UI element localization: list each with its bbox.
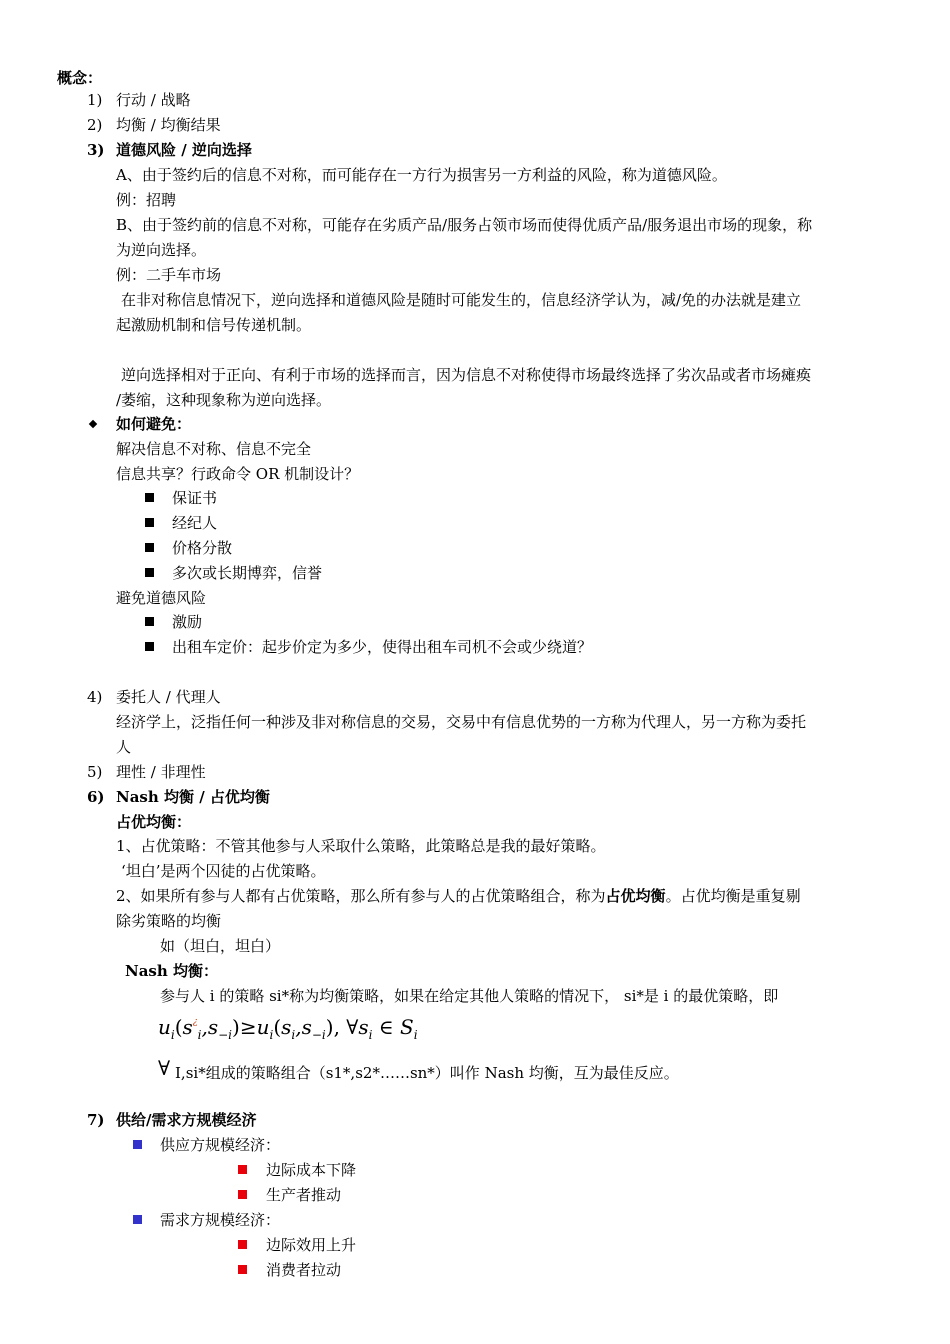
square-bullet-icon [238,1165,247,1174]
paragraph-line: B、由于签约前的信息不对称，可能存在劣质产品/服务占领市场而使得优质产品/服务退出市场的现象，称 [116,216,813,234]
paragraph-line: 例：二手车市场 [116,266,222,284]
square-bullet-icon [145,568,154,577]
paragraph-line: 解决信息不对称、信息不完全 [116,440,312,458]
square-bullet-icon [145,543,154,552]
subsection-title: 如何避免： [116,415,192,433]
item-number: 3) [87,141,105,159]
item-title: Nash 均衡 / 占优均衡 [116,788,270,806]
square-bullet-icon [145,617,154,626]
item-title: 理性 / 非理性 [116,763,206,781]
list-item: 出租车定价：起步价定为多少，使得出租车司机不会或少绕道？ [172,638,593,656]
paragraph-line: 参与人 i 的策略 si*称为均衡策略，如果在给定其他人策略的情况下， si*是 i 的最优策略，即 [160,987,779,1005]
square-bullet-icon [238,1190,247,1199]
paragraph-line: 除劣策略的均衡 [116,912,222,930]
paragraph-line: I,si*组成的策略组合（s1*,s2*……sn*）叫作 Nash 均衡，互为最佳反应。 [175,1064,679,1082]
diamond-bullet-icon [89,420,97,428]
paragraph-line: 经济学上，泛指任何一种涉及非对称信息的交易，交易中有信息优势的一方称为代理人，另一方称为委托 [116,713,807,731]
paragraph-line: 人 [116,738,132,756]
list-item: 消费者拉动 [266,1261,342,1279]
subsection-title: 避免道德风险 [116,589,207,607]
text-run: 。占优均衡是重复剔 [665,887,801,905]
paragraph-line: 为逆向选择。 [116,241,207,259]
paragraph-line: 1、占优策略：不管其他参与人采取什么策略，此策略总是我的最好策略。 [116,837,606,855]
list-item: 边际成本下降 [266,1161,357,1179]
list-item: 保证书 [172,489,218,507]
item-title: 均衡 / 均衡结果 [116,116,221,134]
forall-symbol: ∀ [158,1056,171,1080]
nash-formula: $u_i(s^¿_i,s_{-i})\ge u_i(s_i,s_{-i})$, $\forall s_i$ ∈ $S_i$ [158,1015,418,1042]
item-title: 道德风险 / 逆向选择 [116,141,252,159]
subsection-title: 供应方规模经济： [160,1136,281,1154]
subsection-title: Nash 均衡： [125,962,219,980]
list-item: 多次或长期博弈，信誉 [172,564,323,582]
paragraph-line: /萎缩，这种现象称为逆向选择。 [116,391,332,409]
item-number: 7) [87,1111,105,1129]
text-run: 2、如果所有参与人都有占优策略，那么所有参与人的占优策略组合，称为 [116,887,606,905]
square-bullet-icon [238,1240,247,1249]
list-item: 经纪人 [172,514,218,532]
paragraph-line: A、由于签约后的信息不对称，而可能存在一方行为损害另一方利益的风险，称为道德风险。 [116,166,727,184]
item-title: 行动 / 战略 [116,91,191,109]
square-bullet-icon [238,1265,247,1274]
paragraph-line: 逆向选择相对于正向、有利于市场的选择而言，因为信息不对称使得市场最终选择了劣次品或者市场瘫痪 [121,366,812,384]
list-item: 边际效用上升 [266,1236,357,1254]
subsection-title: 占优均衡： [116,813,192,831]
square-bullet-icon [145,642,154,651]
item-number: 5) [87,763,103,781]
item-number: 6) [87,788,105,806]
list-item: 激励 [172,613,203,631]
list-item: 生产者推动 [266,1186,342,1204]
square-bullet-icon [145,518,154,527]
paragraph-line: 起激励机制和信号传递机制。 [116,316,312,334]
paragraph-line: 如（坦白，坦白） [160,937,281,955]
subsection-title: 需求方规模经济： [160,1211,281,1229]
paragraph-line: 例：招聘 [116,191,177,209]
item-number: 2) [87,116,103,134]
item-number: 1) [87,91,103,109]
item-number: 4) [87,688,103,706]
square-bullet-icon [133,1215,142,1224]
paragraph-line: 在非对称信息情况下，逆向选择和道德风险是随时可能发生的，信息经济学认为，减/免的办法就是建立 [121,291,802,309]
item-title: 供给/需求方规模经济 [116,1111,257,1129]
square-bullet-icon [133,1140,142,1149]
formula-marker: ¿ [192,1017,198,1027]
bold-term: 占优均衡 [605,887,666,905]
item-title: 委托人 / 代理人 [116,688,221,706]
paragraph-line [116,886,801,906]
paragraph-line: ‘坦白’是两个囚徒的占优策略。 [121,862,326,880]
paragraph-line: 信息共享？行政命令 OR 机制设计？ [116,465,360,483]
page-heading: 概念： [57,69,103,87]
list-item: 价格分散 [172,539,233,557]
square-bullet-icon [145,493,154,502]
